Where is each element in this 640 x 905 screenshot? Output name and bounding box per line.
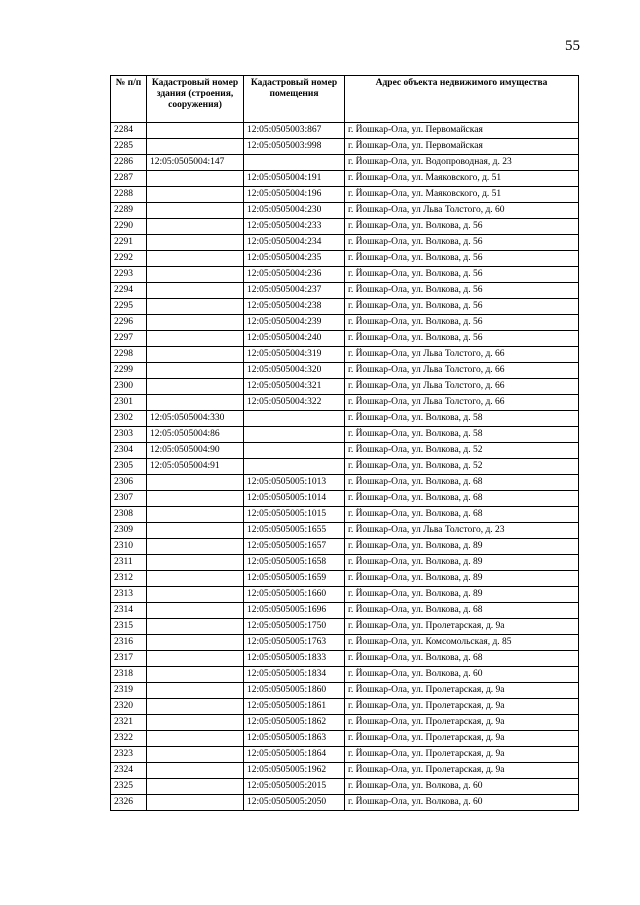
- row-number: 2300: [111, 379, 147, 395]
- row-number: 2319: [111, 683, 147, 699]
- row-number: 2310: [111, 539, 147, 555]
- table-row: [111, 475, 579, 491]
- address: г. Йошкар-Ола, ул Льва Толстого, д. 66: [345, 379, 579, 395]
- premises-cadastral-number: 12:05:0505004:234: [244, 235, 345, 251]
- table-row: [111, 235, 579, 251]
- table-row: [111, 747, 579, 763]
- address: г. Йошкар-Ола, ул. Волкова, д. 56: [345, 299, 579, 315]
- premises-cadastral-number: 12:05:0505003:998: [244, 139, 345, 155]
- row-number: 2295: [111, 299, 147, 315]
- premises-cadastral-number: 12:05:0505004:191: [244, 171, 345, 187]
- address: г. Йошкар-Ола, ул. Пролетарская, д. 9а: [345, 731, 579, 747]
- table-row: [111, 603, 579, 619]
- row-number: 2312: [111, 571, 147, 587]
- building-cadastral-number: [147, 731, 244, 747]
- building-cadastral-number: [147, 667, 244, 683]
- header-number: № п/п: [111, 76, 147, 123]
- premises-cadastral-number: 12:05:0505005:1862: [244, 715, 345, 731]
- premises-cadastral-number: 12:05:0505005:1750: [244, 619, 345, 635]
- premises-cadastral-number: 12:05:0505003:867: [244, 123, 345, 139]
- address: г. Йошкар-Ола, ул. Волкова, д. 56: [345, 283, 579, 299]
- property-registry-table: [110, 75, 579, 811]
- premises-cadastral-number: 12:05:0505004:321: [244, 379, 345, 395]
- row-number: 2321: [111, 715, 147, 731]
- premises-cadastral-number: 12:05:0505005:1864: [244, 747, 345, 763]
- building-cadastral-number: [147, 331, 244, 347]
- premises-cadastral-number: 12:05:0505005:1015: [244, 507, 345, 523]
- building-cadastral-number: [147, 123, 244, 139]
- table-row: [111, 459, 579, 475]
- address: г. Йошкар-Ола, ул. Волкова, д. 60: [345, 779, 579, 795]
- premises-cadastral-number: 12:05:0505005:1861: [244, 699, 345, 715]
- address: г. Йошкар-Ола, ул. Маяковского, д. 51: [345, 171, 579, 187]
- premises-cadastral-number: 12:05:0505005:2015: [244, 779, 345, 795]
- table-row: [111, 155, 579, 171]
- address: г. Йошкар-Ола, ул. Волкова, д. 56: [345, 235, 579, 251]
- row-number: 2293: [111, 267, 147, 283]
- premises-cadastral-number: 12:05:0505005:2050: [244, 795, 345, 811]
- address: г. Йошкар-Ола, ул. Волкова, д. 56: [345, 267, 579, 283]
- address: г. Йошкар-Ола, ул. Волкова, д. 52: [345, 443, 579, 459]
- row-number: 2285: [111, 139, 147, 155]
- premises-cadastral-number: 12:05:0505005:1659: [244, 571, 345, 587]
- address: г. Йошкар-Ола, ул. Волкова, д. 89: [345, 555, 579, 571]
- address: г. Йошкар-Ола, ул. Волкова, д. 68: [345, 475, 579, 491]
- table-row: [111, 427, 579, 443]
- table-row: [111, 443, 579, 459]
- premises-cadastral-number: 12:05:0505004:238: [244, 299, 345, 315]
- premises-cadastral-number: 12:05:0505004:233: [244, 219, 345, 235]
- address: г. Йошкар-Ола, ул. Волкова, д. 89: [345, 587, 579, 603]
- table-row: [111, 571, 579, 587]
- premises-cadastral-number: [244, 459, 345, 475]
- row-number: 2304: [111, 443, 147, 459]
- row-number: 2301: [111, 395, 147, 411]
- address: г. Йошкар-Ола, ул. Волкова, д. 58: [345, 427, 579, 443]
- table-row: [111, 251, 579, 267]
- address: г. Йошкар-Ола, ул. Волкова, д. 52: [345, 459, 579, 475]
- address: г. Йошкар-Ола, ул. Волкова, д. 68: [345, 507, 579, 523]
- premises-cadastral-number: 12:05:0505004:319: [244, 347, 345, 363]
- premises-cadastral-number: 12:05:0505005:1655: [244, 523, 345, 539]
- row-number: 2287: [111, 171, 147, 187]
- table-row: [111, 491, 579, 507]
- row-number: 2305: [111, 459, 147, 475]
- premises-cadastral-number: 12:05:0505005:1860: [244, 683, 345, 699]
- premises-cadastral-number: [244, 443, 345, 459]
- building-cadastral-number: [147, 795, 244, 811]
- row-number: 2306: [111, 475, 147, 491]
- row-number: 2316: [111, 635, 147, 651]
- building-cadastral-number: [147, 315, 244, 331]
- premises-cadastral-number: 12:05:0505005:1763: [244, 635, 345, 651]
- building-cadastral-number: [147, 299, 244, 315]
- row-number: 2291: [111, 235, 147, 251]
- premises-cadastral-number: 12:05:0505005:1660: [244, 587, 345, 603]
- building-cadastral-number: [147, 379, 244, 395]
- building-cadastral-number: 12:05:0505004:147: [147, 155, 244, 171]
- row-number: 2318: [111, 667, 147, 683]
- table-row: [111, 779, 579, 795]
- address: г. Йошкар-Ола, ул Льва Толстого, д. 66: [345, 395, 579, 411]
- building-cadastral-number: [147, 171, 244, 187]
- table-row: [111, 763, 579, 779]
- premises-cadastral-number: 12:05:0505004:240: [244, 331, 345, 347]
- row-number: 2326: [111, 795, 147, 811]
- building-cadastral-number: 12:05:0505004:86: [147, 427, 244, 443]
- address: г. Йошкар-Ола, ул Льва Толстого, д. 60: [345, 203, 579, 219]
- building-cadastral-number: [147, 587, 244, 603]
- premises-cadastral-number: 12:05:0505005:1834: [244, 667, 345, 683]
- row-number: 2313: [111, 587, 147, 603]
- header-address: Адрес объекта недвижимого имущества: [345, 76, 579, 123]
- row-number: 2307: [111, 491, 147, 507]
- address: г. Йошкар-Ола, ул. Волкова, д. 56: [345, 331, 579, 347]
- table-row: [111, 395, 579, 411]
- premises-cadastral-number: 12:05:0505004:230: [244, 203, 345, 219]
- address: г. Йошкар-Ола, ул. Волкова, д. 56: [345, 219, 579, 235]
- building-cadastral-number: [147, 763, 244, 779]
- table-header-row: [111, 76, 579, 123]
- building-cadastral-number: 12:05:0505004:90: [147, 443, 244, 459]
- table-row: [111, 171, 579, 187]
- row-number: 2299: [111, 363, 147, 379]
- row-number: 2303: [111, 427, 147, 443]
- address: г. Йошкар-Ола, ул. Волкова, д. 56: [345, 251, 579, 267]
- premises-cadastral-number: 12:05:0505005:1014: [244, 491, 345, 507]
- building-cadastral-number: 12:05:0505004:330: [147, 411, 244, 427]
- row-number: 2286: [111, 155, 147, 171]
- row-number: 2302: [111, 411, 147, 427]
- row-number: 2294: [111, 283, 147, 299]
- table-row: [111, 587, 579, 603]
- building-cadastral-number: [147, 475, 244, 491]
- building-cadastral-number: [147, 203, 244, 219]
- address: г. Йошкар-Ола, ул. Волкова, д. 60: [345, 795, 579, 811]
- header-premises-cadastral: Кадастровый номер помещения: [244, 76, 345, 123]
- row-number: 2324: [111, 763, 147, 779]
- row-number: 2325: [111, 779, 147, 795]
- premises-cadastral-number: 12:05:0505004:236: [244, 267, 345, 283]
- address: г. Йошкар-Ола, ул Льва Толстого, д. 66: [345, 347, 579, 363]
- row-number: 2311: [111, 555, 147, 571]
- building-cadastral-number: [147, 187, 244, 203]
- table-row: [111, 795, 579, 811]
- building-cadastral-number: [147, 555, 244, 571]
- address: г. Йошкар-Ола, ул. Пролетарская, д. 9а: [345, 699, 579, 715]
- building-cadastral-number: 12:05:0505004:91: [147, 459, 244, 475]
- premises-cadastral-number: 12:05:0505004:196: [244, 187, 345, 203]
- building-cadastral-number: [147, 779, 244, 795]
- address: г. Йошкар-Ола, ул. Пролетарская, д. 9а: [345, 763, 579, 779]
- address: г. Йошкар-Ола, ул. Волкова, д. 68: [345, 603, 579, 619]
- building-cadastral-number: [147, 747, 244, 763]
- address: г. Йошкар-Ола, ул Льва Толстого, д. 66: [345, 363, 579, 379]
- premises-cadastral-number: 12:05:0505005:1013: [244, 475, 345, 491]
- building-cadastral-number: [147, 523, 244, 539]
- building-cadastral-number: [147, 683, 244, 699]
- address: г. Йошкар-Ола, ул. Пролетарская, д. 9а: [345, 619, 579, 635]
- premises-cadastral-number: [244, 155, 345, 171]
- address: г. Йошкар-Ола, ул. Волкова, д. 58: [345, 411, 579, 427]
- building-cadastral-number: [147, 715, 244, 731]
- table-row: [111, 411, 579, 427]
- page-number: 55: [565, 38, 580, 54]
- row-number: 2290: [111, 219, 147, 235]
- premises-cadastral-number: 12:05:0505004:322: [244, 395, 345, 411]
- table-row: [111, 347, 579, 363]
- premises-cadastral-number: [244, 411, 345, 427]
- address: г. Йошкар-Ола, ул. Волкова, д. 89: [345, 539, 579, 555]
- table-row: [111, 699, 579, 715]
- table-row: [111, 539, 579, 555]
- building-cadastral-number: [147, 571, 244, 587]
- table-row: [111, 667, 579, 683]
- building-cadastral-number: [147, 139, 244, 155]
- building-cadastral-number: [147, 219, 244, 235]
- table-row: [111, 267, 579, 283]
- address: г. Йошкар-Ола, ул. Волкова, д. 60: [345, 667, 579, 683]
- table-row: [111, 219, 579, 235]
- table-row: [111, 619, 579, 635]
- building-cadastral-number: [147, 699, 244, 715]
- row-number: 2317: [111, 651, 147, 667]
- premises-cadastral-number: 12:05:0505005:1863: [244, 731, 345, 747]
- row-number: 2297: [111, 331, 147, 347]
- premises-cadastral-number: [244, 427, 345, 443]
- table-row: [111, 635, 579, 651]
- building-cadastral-number: [147, 491, 244, 507]
- building-cadastral-number: [147, 267, 244, 283]
- address: г. Йошкар-Ола, ул. Комсомольская, д. 85: [345, 635, 579, 651]
- row-number: 2320: [111, 699, 147, 715]
- table-row: [111, 299, 579, 315]
- premises-cadastral-number: 12:05:0505004:239: [244, 315, 345, 331]
- building-cadastral-number: [147, 651, 244, 667]
- row-number: 2322: [111, 731, 147, 747]
- building-cadastral-number: [147, 347, 244, 363]
- address: г. Йошкар-Ола, ул. Первомайская: [345, 123, 579, 139]
- row-number: 2314: [111, 603, 147, 619]
- row-number: 2315: [111, 619, 147, 635]
- address: г. Йошкар-Ола, ул. Пролетарская, д. 9а: [345, 683, 579, 699]
- table-row: [111, 139, 579, 155]
- address: г. Йошкар-Ола, ул. Пролетарская, д. 9а: [345, 747, 579, 763]
- address: г. Йошкар-Ола, ул. Волкова, д. 68: [345, 651, 579, 667]
- premises-cadastral-number: 12:05:0505005:1962: [244, 763, 345, 779]
- building-cadastral-number: [147, 395, 244, 411]
- row-number: 2323: [111, 747, 147, 763]
- row-number: 2292: [111, 251, 147, 267]
- address: г. Йошкар-Ола, ул Льва Толстого, д. 23: [345, 523, 579, 539]
- row-number: 2296: [111, 315, 147, 331]
- building-cadastral-number: [147, 363, 244, 379]
- address: г. Йошкар-Ола, ул. Волкова, д. 68: [345, 491, 579, 507]
- building-cadastral-number: [147, 507, 244, 523]
- table-row: [111, 379, 579, 395]
- building-cadastral-number: [147, 283, 244, 299]
- premises-cadastral-number: 12:05:0505004:235: [244, 251, 345, 267]
- building-cadastral-number: [147, 235, 244, 251]
- table-row: [111, 363, 579, 379]
- row-number: 2284: [111, 123, 147, 139]
- row-number: 2308: [111, 507, 147, 523]
- table-row: [111, 715, 579, 731]
- header-building-cadastral: Кадастровый номер здания (строения, сооружения): [147, 76, 244, 123]
- table-row: [111, 203, 579, 219]
- premises-cadastral-number: 12:05:0505004:237: [244, 283, 345, 299]
- address: г. Йошкар-Ола, ул. Пролетарская, д. 9а: [345, 715, 579, 731]
- premises-cadastral-number: 12:05:0505005:1833: [244, 651, 345, 667]
- premises-cadastral-number: 12:05:0505004:320: [244, 363, 345, 379]
- address: г. Йошкар-Ола, ул. Водопроводная, д. 23: [345, 155, 579, 171]
- row-number: 2298: [111, 347, 147, 363]
- premises-cadastral-number: 12:05:0505005:1658: [244, 555, 345, 571]
- premises-cadastral-number: 12:05:0505005:1657: [244, 539, 345, 555]
- table-row: [111, 523, 579, 539]
- row-number: 2289: [111, 203, 147, 219]
- table-row: [111, 731, 579, 747]
- address: г. Йошкар-Ола, ул. Первомайская: [345, 139, 579, 155]
- address: г. Йошкар-Ола, ул. Маяковского, д. 51: [345, 187, 579, 203]
- table-row: [111, 315, 579, 331]
- table-row: [111, 187, 579, 203]
- address: г. Йошкар-Ола, ул. Волкова, д. 89: [345, 571, 579, 587]
- building-cadastral-number: [147, 539, 244, 555]
- table-row: [111, 507, 579, 523]
- table-row: [111, 651, 579, 667]
- table-row: [111, 283, 579, 299]
- building-cadastral-number: [147, 635, 244, 651]
- address: г. Йошкар-Ола, ул. Волкова, д. 56: [345, 315, 579, 331]
- table-row: [111, 683, 579, 699]
- table-row: [111, 331, 579, 347]
- row-number: 2309: [111, 523, 147, 539]
- row-number: 2288: [111, 187, 147, 203]
- table-row: [111, 555, 579, 571]
- building-cadastral-number: [147, 251, 244, 267]
- table-row: [111, 123, 579, 139]
- building-cadastral-number: [147, 619, 244, 635]
- premises-cadastral-number: 12:05:0505005:1696: [244, 603, 345, 619]
- building-cadastral-number: [147, 603, 244, 619]
